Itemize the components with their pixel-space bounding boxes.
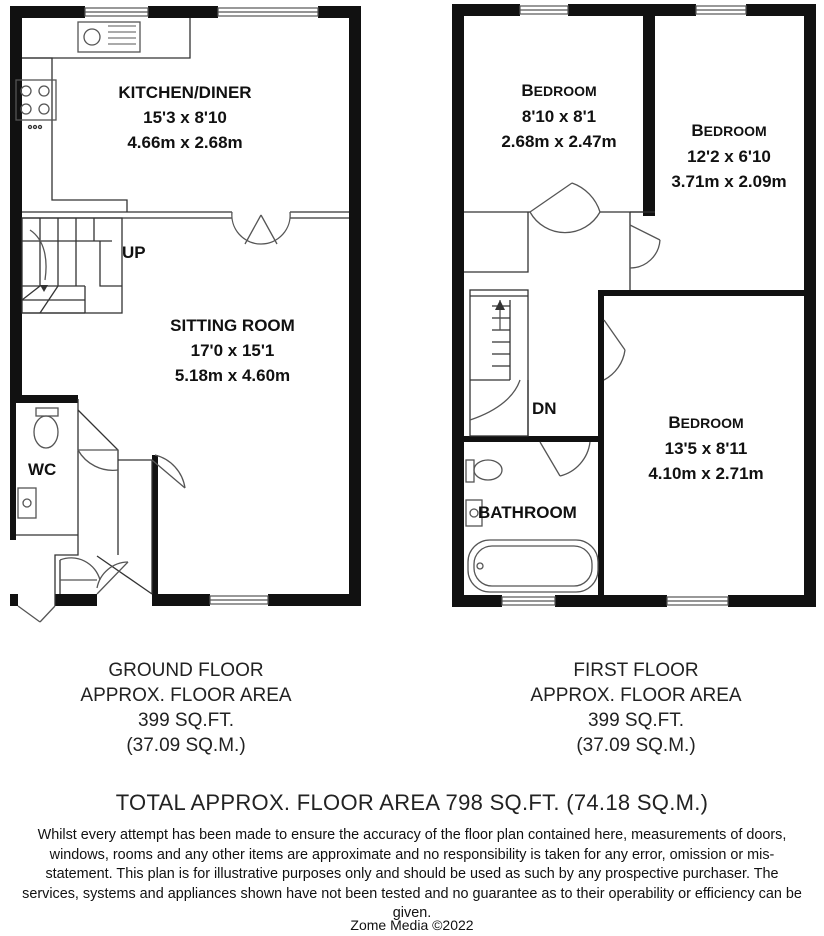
kitchen-diner-metric: 4.66m x 2.68m (127, 133, 243, 152)
bedroom-1-name: BEDROOM (521, 81, 597, 100)
stairs-up-label: UP (122, 243, 146, 262)
ground-floor-caption (36, 658, 336, 758)
first-floor-area-sqm: (37.09 SQ.M.) (576, 735, 696, 756)
bedroom-3-metric: 4.10m x 2.71m (648, 464, 764, 483)
total-floor-area: TOTAL APPROX. FLOOR AREA 798 SQ.FT. (74.18 SQ.M.) (115, 790, 709, 815)
credit-text: Zome Media ©2022 (350, 917, 474, 933)
bedroom-1-label (478, 78, 640, 154)
disclaimer-text: Whilst every attempt has been made to ensure the accuracy of the floor plan contained here, measurements of doors, windows, rooms and any other items are approximate and no responsibility is taken for any error, omission or mis-statement. This plan is for illustrative purposes only and should be used as such by any prospective purchaser. The services, systems and appliances shown have not been tested and no guarantee as to their operability or efficiency can be given. (22, 827, 802, 921)
bedroom-1-imperial: 8'10 x 8'1 (521, 107, 597, 126)
ground-floor-title: GROUND FLOOR (108, 660, 264, 681)
sitting-room-label (140, 313, 325, 388)
ground-floor-area-sqft: 399 SQ.FT. (137, 710, 235, 731)
bedroom-2-name: BEDROOM (691, 121, 767, 140)
kitchen-diner-label (100, 80, 270, 155)
ground-floor-area-label: APPROX. FLOOR AREA (80, 685, 292, 706)
first-floor-title: FIRST FLOOR (573, 660, 699, 681)
bedroom-1-metric: 2.68m x 2.47m (501, 132, 617, 151)
bedroom-3-imperial: 13'5 x 8'11 (664, 439, 748, 458)
bedroom-2-metric: 3.71m x 2.09m (671, 172, 787, 191)
kitchen-diner-imperial: 15'3 x 8'10 (143, 108, 227, 127)
first-floor-caption (486, 658, 786, 758)
stairs-down-label: DN (532, 399, 557, 418)
bedroom-3-label (625, 410, 787, 486)
first-floor-internal (464, 183, 660, 592)
ground-floor-area-sqm: (37.09 SQ.M.) (126, 735, 246, 756)
first-floor-area-label: APPROX. FLOOR AREA (530, 685, 742, 706)
bedroom-2-label (655, 118, 803, 194)
kitchen-diner-name: KITCHEN/DINER (118, 83, 252, 102)
sitting-room-name: SITTING ROOM (170, 316, 295, 335)
sitting-room-metric: 5.18m x 4.60m (174, 366, 291, 385)
bedroom-3-name: BEDROOM (668, 413, 744, 432)
bathroom-label: BATHROOM (478, 503, 577, 522)
sitting-room-imperial: 17'0 x 15'1 (190, 341, 275, 360)
bedroom-2-imperial: 12'2 x 6'10 (687, 147, 771, 166)
first-floor-area-sqft: 399 SQ.FT. (587, 710, 685, 731)
wc-label: WC (28, 460, 57, 479)
